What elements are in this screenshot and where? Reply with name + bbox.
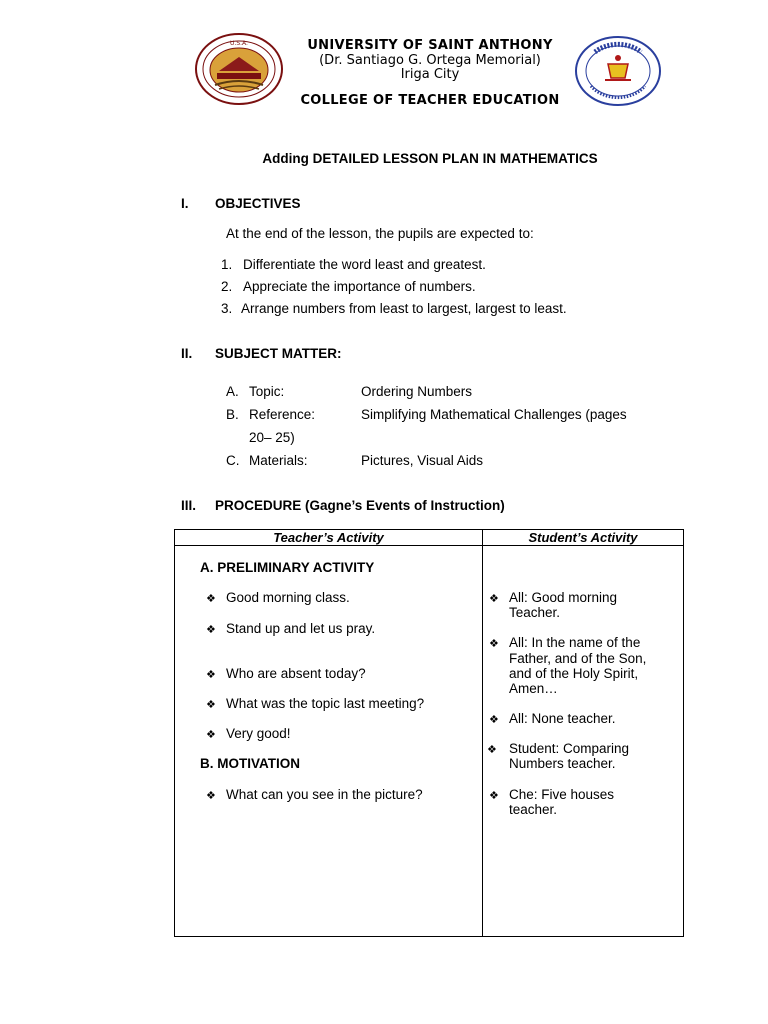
teacher-line: Good morning class. [226, 590, 350, 605]
bullet-icon: ❖ [489, 593, 499, 605]
subject-item-value: Pictures, Visual Aids [361, 453, 484, 468]
section-procedure-title: PROCEDURE (Gagne’s Events of Instruction) [215, 498, 505, 513]
university-name: UNIVERSITY OF SAINT ANTHONY [307, 38, 553, 53]
preliminary-activity-heading: A. PRELIMINARY ACTIVITY [200, 560, 375, 575]
objective-text: Appreciate the importance of numbers. [243, 279, 476, 294]
table-column-divider [482, 530, 483, 936]
subject-item-label: Topic: [249, 384, 285, 399]
university-subtitle: (Dr. Santiago G. Ortega Memorial) [319, 53, 541, 68]
teacher-activity-header: Teacher’s Activity [273, 530, 384, 545]
activity-table [174, 529, 684, 937]
teacher-line: What was the topic last meeting? [226, 696, 425, 711]
objective-number: 2. [221, 279, 233, 294]
bullet-icon: ❖ [206, 729, 216, 741]
objective-number: 1. [221, 257, 233, 272]
table-header-divider [175, 545, 683, 546]
subject-item-letter: C. [226, 453, 240, 468]
section-subject-title: SUBJECT MATTER: [215, 346, 342, 361]
motivation-heading: B. MOTIVATION [200, 756, 300, 771]
subject-item-letter: B. [226, 407, 239, 422]
teacher-line: Who are absent today? [226, 666, 366, 681]
subject-item-value: Simplifying Mathematical Challenges (pages [361, 407, 627, 422]
student-line: Teacher. [509, 605, 561, 620]
objective-text: Differentiate the word least and greatest. [243, 257, 486, 272]
college-name: COLLEGE OF TEACHER EDUCATION [300, 93, 560, 108]
document-title: Adding DETAILED LESSON PLAN IN MATHEMATICS [262, 151, 598, 166]
objectives-intro: At the end of the lesson, the pupils are expected to: [226, 226, 534, 241]
bullet-icon: ❖ [489, 714, 499, 726]
objective-number: 3. [221, 301, 233, 316]
bullet-icon: ❖ [487, 744, 497, 756]
subject-item-letter: A. [226, 384, 239, 399]
student-line: Amen… [509, 681, 558, 696]
section-subject-number: II. [181, 346, 193, 361]
section-objectives-number: I. [181, 196, 189, 211]
bullet-icon: ❖ [489, 638, 499, 650]
student-line: All: Good morning [509, 590, 618, 605]
subject-item-label: Materials: [249, 453, 308, 468]
student-line: Che: Five houses [509, 787, 615, 802]
objective-text: Arrange numbers from least to largest, largest to least. [241, 301, 567, 316]
student-line: teacher. [509, 802, 558, 817]
subject-item-continuation: 20– 25) [249, 430, 295, 445]
subject-item-label: Reference: [249, 407, 316, 422]
section-procedure-number: III. [181, 498, 197, 513]
student-line: Numbers teacher. [509, 756, 616, 771]
teacher-line: Stand up and let us pray. [226, 621, 376, 636]
svg-text:U.S.A.: U.S.A. [230, 40, 248, 47]
bullet-icon: ❖ [489, 790, 499, 802]
student-line: All: In the name of the [509, 635, 641, 650]
subject-item-value: Ordering Numbers [361, 384, 473, 399]
student-line: Father, and of the Son, [509, 651, 647, 666]
bullet-icon: ❖ [206, 699, 216, 711]
university-seal-left [195, 33, 283, 105]
student-activity-header: Student’s Activity [528, 530, 638, 545]
student-line: Student: Comparing [509, 741, 630, 756]
teacher-line: What can you see in the picture? [226, 787, 423, 802]
bullet-icon: ❖ [206, 669, 216, 681]
student-line: and of the Holy Spirit, [509, 666, 639, 681]
student-line: All: None teacher. [509, 711, 616, 726]
university-city: Iriga City [400, 67, 460, 82]
bullet-icon: ❖ [206, 790, 216, 802]
bullet-icon: ❖ [206, 624, 216, 636]
section-objectives-title: OBJECTIVES [215, 196, 301, 211]
teacher-line: Very good! [226, 726, 291, 741]
bullet-icon: ❖ [206, 593, 216, 605]
college-seal-right [575, 36, 661, 106]
